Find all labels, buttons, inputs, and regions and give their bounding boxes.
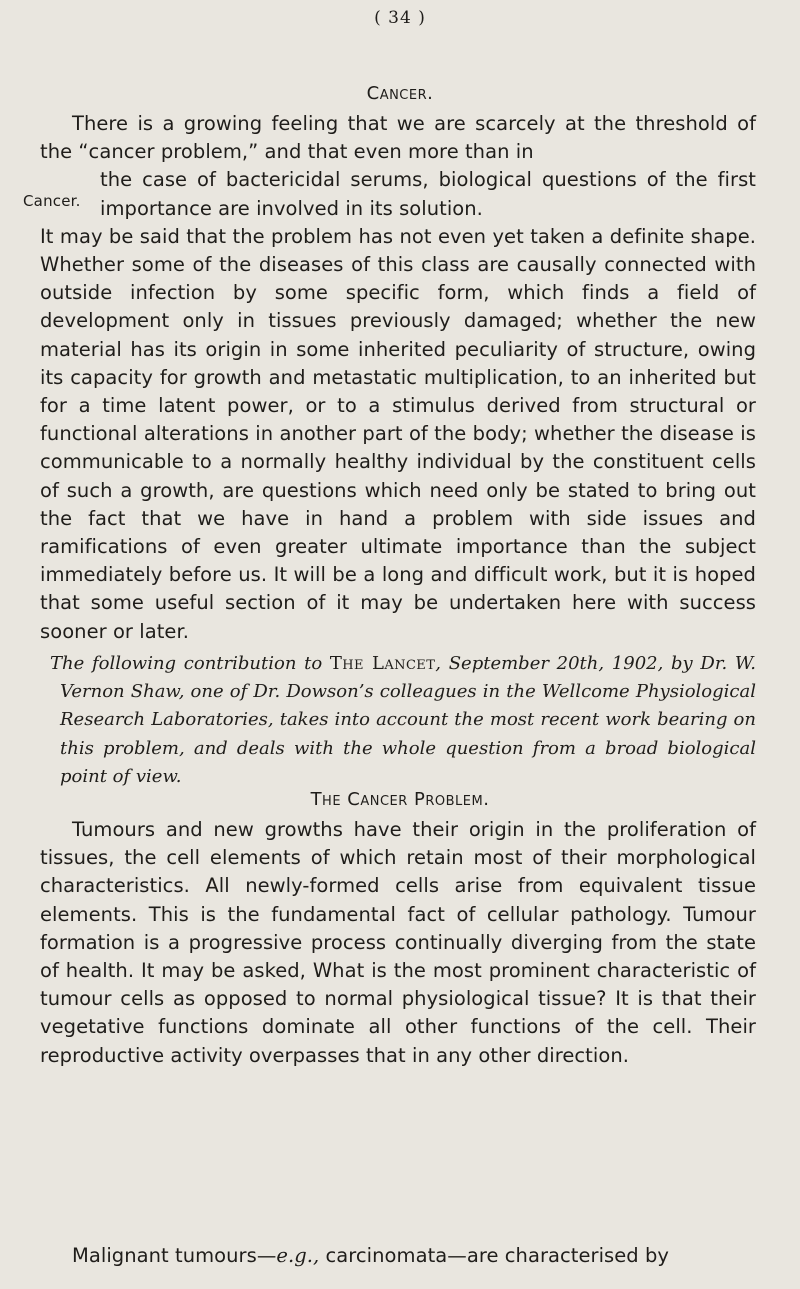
paragraph-intro-notched: the case of bactericidal serums, biological questions of the first importance are involved in its solution. <box>100 168 756 220</box>
malignant-before: Malignant tumours— <box>72 1244 277 1267</box>
paragraph-tumours: Tumours and new growths have their origin in the proliferation of tissues, the cell elements of which retain most of their morphological characteristics. All newly-formed cells arise from equivalent tissue elements. This is the fundamental fact of cellular pathology. Tumour formation is a progressive process continually diverging from the state of health. It may be asked, What is the most prominent characteristic of tumour cells as opposed to normal physiological tissue? It is that their vegetative functions dominate all other functions of the cell. Their reproductive activity overpasses that in any other direction. <box>40 818 756 1067</box>
paragraph-intro-line1: There is a growing feeling that we are scarcely at the threshold of the “cancer problem,” and that even more than in <box>40 112 756 164</box>
page-number: ( 34 ) <box>374 8 426 28</box>
editorial-note-after: , September 20th, 1902, by Dr. W. Vernon Shaw, one of Dr. Dowson’s colleagues in the Wellcome Physiological Research Laboratories, takes into account the most recent work bearing on this problem, and deals with the whole question from a broad biological point of view. <box>60 653 756 787</box>
editorial-note-before: The following contribution to <box>50 653 330 674</box>
section-title-cancer-problem: The Cancer Problem. <box>310 789 490 810</box>
malignant-after: carcinomata—are characterised by <box>319 1244 670 1267</box>
paragraph-malignant <box>40 1242 756 1270</box>
paragraph-intro <box>40 110 756 646</box>
section-title-cancer: Cancer. <box>366 83 434 104</box>
margin-note: Cancer. <box>23 192 81 210</box>
malignant-eg: e.g., <box>276 1244 320 1267</box>
editorial-note <box>50 650 756 791</box>
journal-name: The Lancet <box>329 653 436 674</box>
paragraph-intro-rest: It may be said that the problem has not even yet taken a definite shape. Whether some of the diseases of this class are causally connected with outside infection by some specific form, which finds a field of development only in tissues previously damaged; whether the new material has its origin in some inherited peculiarity of structure, owing its capacity for growth and metastatic multiplication, to an inherited but for a time latent power, or to a stimulus derived from structural or functional alterations in another part of the body; whether the disease is communicable to a normally healthy individual by the constituent cells of such a growth, are questions which need only be stated to bring out the fact that we have in hand a problem with side issues and ramifications of even greater ultimate importance than the subject immediately before us. It will be a long and difficult work, but it is hoped that some useful section of it may be undertaken here with success sooner or later. <box>40 224 756 643</box>
